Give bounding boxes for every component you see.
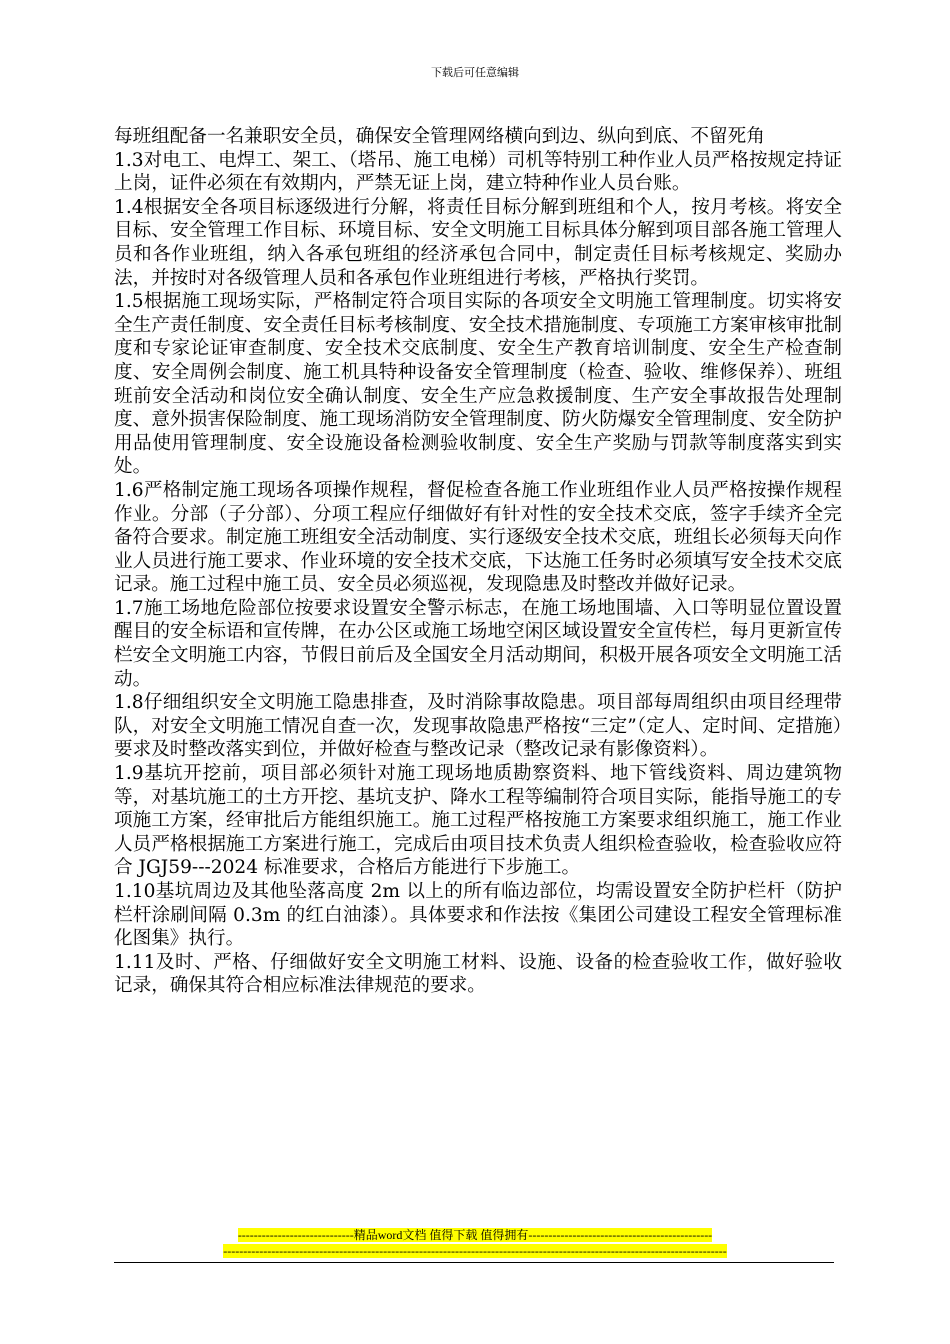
paragraph-1-5: 1.5根据施工现场实际，严格制定符合项目实际的各项安全文明施工管理制度。切实将安全生产责任制度、安全责任目标考核制度、安全技术措施制度、专项施工方案审核审批制度和专家论证审查制度、安全技术交底制度、安全生产教育培训制度、安全生产检查制度、安全周例会制度、施工机具特种设备安全管理制度（检查、验收、维修保养）、班组班前安全活动和岗位安全确认制度、安全生产应急救援制度、生产安全事故报告处理制度、意外损害保险制度、施工现场消防安全管理制度、防火防爆安全管理制度、安全防护用品使用管理制度、安全设施设备检测验收制度、安全生产奖励与罚款等制度落实到实处。: [114, 291, 842, 478]
document-body: [114, 125, 842, 998]
paragraph-1-3: 1.3对电工、电焊工、架工、（塔吊、施工电梯）司机等特别工种作业人员严格按规定持证上岗，证件必须在有效期内，严禁无证上岗，建立特种作业人员台账。: [114, 149, 842, 195]
page-footer: [0, 1227, 950, 1259]
paragraph-1-8: 1.8仔细组织安全文明施工隐患排查，及时消除事故隐患。项目部每周组织由项目经理带队，对安全文明施工情况自查一次，发现事故隐患严格按“三定”（定人、定时间、定措施）要求及时整改落实到位，并做好检查与整改记录（整改记录有影像资料）。: [114, 692, 842, 761]
footer-divider: [114, 1262, 834, 1263]
paragraph-1-10: 1.10基坑周边及其他坠落高度 2m 以上的所有临边部位，均需设置安全防护栏杆（防护栏杆涂刷间隔 0.3m 的红白油漆）。具体要求和作法按《集团公司建设工程安全管理标准化图集》执行。: [114, 881, 842, 950]
paragraph-1-7: 1.7施工场地危险部位按要求设置安全警示标志，在施工场地围墙、入口等明显位置设置醒目的安全标语和宣传牌，在办公区或施工场地空闲区域设置安全宣传栏，每月更新宣传栏安全文明施工内容，节假日前后及全国安全月活动期间，积极开展各项安全文明施工活动。: [114, 597, 842, 690]
footer-banner-text: -----------------------------精品word文档 值得下载 值得拥有----------------------------------------------: [237, 1228, 713, 1242]
paragraph-1-11: 1.11及时、严格、仔细做好安全文明施工材料、设施、设备的检查验收工作，做好验收记录，确保其符合相应标准法律规范的要求。: [114, 951, 842, 997]
paragraph-1-4: 1.4根据安全各项目标逐级进行分解，将责任目标分解到班组和个人，按月考核。将安全目标、安全管理工作目标、环境目标、安全文明施工目标具体分解到项目部各施工管理人员和各作业班组，纳入各承包班组的经济承包合同中，制定责任目标考核规定、奖励办法，并按时对各级管理人员和各承包作业班组进行考核，严格执行奖罚。: [114, 196, 842, 289]
footer-banner-line-2: [0, 1243, 950, 1259]
footer-banner-line-1: [0, 1227, 950, 1243]
paragraph-1-9: 1.9基坑开挖前，项目部必须针对施工现场地质勘察资料、地下管线资料、周边建筑物等，对基坑施工的土方开挖、基坑支护、降水工程等编制符合项目实际，能指导施工的专项施工方案，经审批后方能组织施工。施工过程严格按施工方案要求组织施工，施工作业人员严格根据施工方案进行施工，完成后由项目技术负责人组织检查验收，检查验收应符合 JGJ59---2024 标准要求，合格后方能进行下步施工。: [114, 763, 842, 879]
paragraph-1-6: 1.6严格制定施工现场各项操作规程，督促检查各施工作业班组作业人员严格按操作规程作业。分部（子分部）、分项工程应仔细做好有针对性的安全技术交底，签字手续齐全完备符合要求。制定施工班组安全活动制度、实行逐级安全技术交底，班组长必须每天向作业人员进行施工要求、作业环境的安全技术交底，下达施工任务时必须填写安全技术交底记录。施工过程中施工员、安全员必须巡视，发现隐患及时整改并做好记录。: [114, 479, 842, 596]
footer-dash-line: ------------------------------------------------------------------------------------------------------------------------------: [223, 1244, 727, 1258]
paragraph: 每班组配备一名兼职安全员，确保安全管理网络横向到边、纵向到底、不留死角: [114, 126, 765, 147]
page-header: 下载后可任意编辑: [431, 66, 519, 79]
